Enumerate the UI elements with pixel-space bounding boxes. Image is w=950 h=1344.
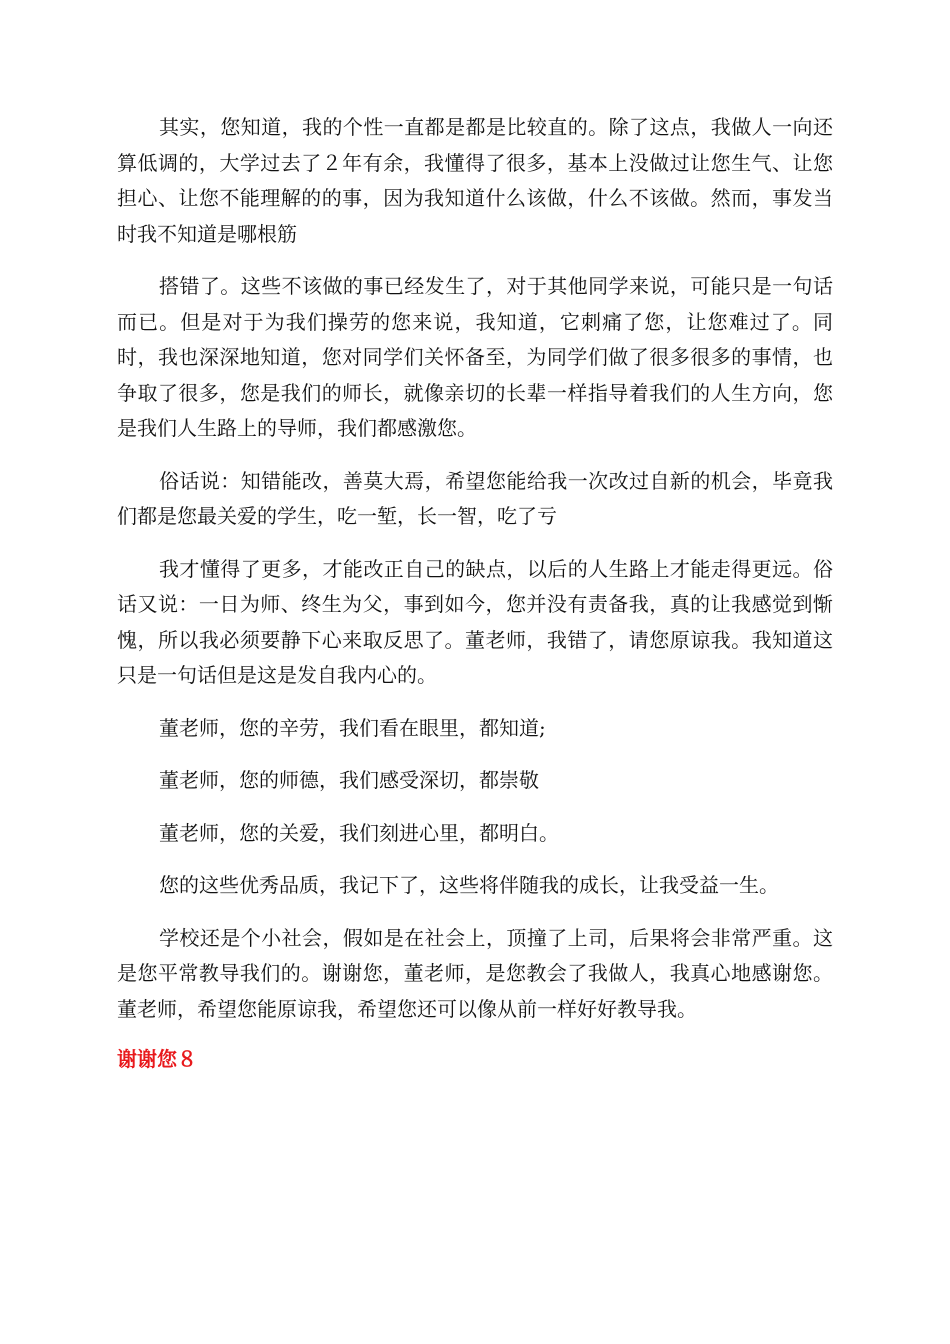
- paragraph-8: 您的这些优秀品质，我记下了，这些将伴随我的成长，让我受益一生。: [159, 873, 779, 897]
- paragraph-7: 董老师，您的关爱，我们刻进心里，都明白。: [159, 820, 559, 845]
- paragraph-3: 俗话说：知错能改，善莫大焉，希望您能给我一次改过自新的机会，毕竟我们都是您最关爱的学生，吃一堑，长一智，吃了亏: [117, 468, 833, 528]
- paragraph-2: 搭错了。这些不该做的事已经发生了，对于其他同学来说，可能只是一句话而已。但是对于为我们操劳的您来说，我知道，它刺痛了您，让您难过了。同时，我也深深地知道，您对同学们关怀备至，为同学们做了很多很多的事情，也争取了很多，您是我们的师长，就像亲切的长辈一样指导着我们的人生方向，您是我们人生路上的导师，我们都感激您。: [117, 274, 833, 440]
- paragraph-9: 学校还是个小社会，假如是在社会上，顶撞了上司，后果将会非常严重。这是您平常教导我们的。谢谢您，董老师，是您教会了我做人，我真心地感谢您。董老师，希望您能原谅我，希望您还可以像从前一样好好教导我。: [117, 925, 833, 1021]
- paragraph-4: 我才懂得了更多，才能改正自己的缺点，以后的人生路上才能走得更远。俗话又说：一日为师、终生为父，事到如今，您并没有责备我，真的让我感觉到惭愧，所以我必须要静下心来取反思了。董老师，我错了，请您原谅我。我知道这只是一句话但是这是发自我内心的。: [117, 556, 833, 687]
- paragraph-5: 董老师，您的辛劳，我们看在眼里，都知道;: [159, 715, 546, 740]
- paragraph-1: 其实，您知道，我的个性一直都是都是比较直的。除了这点，我做人一向还算低调的，大学过去了２年有余，我懂得了很多，基本上没做过让您生气、让您担心、让您不能理解的的事，因为我知道什么该做，什么不该做。然而，事发当时我不知道是哪根筋: [117, 115, 833, 246]
- document-body: [117, 110, 833, 1074]
- section-heading: 谢谢您８: [117, 1047, 197, 1071]
- paragraph-6: 董老师，您的师德，我们感受深切，都崇敬: [159, 768, 539, 792]
